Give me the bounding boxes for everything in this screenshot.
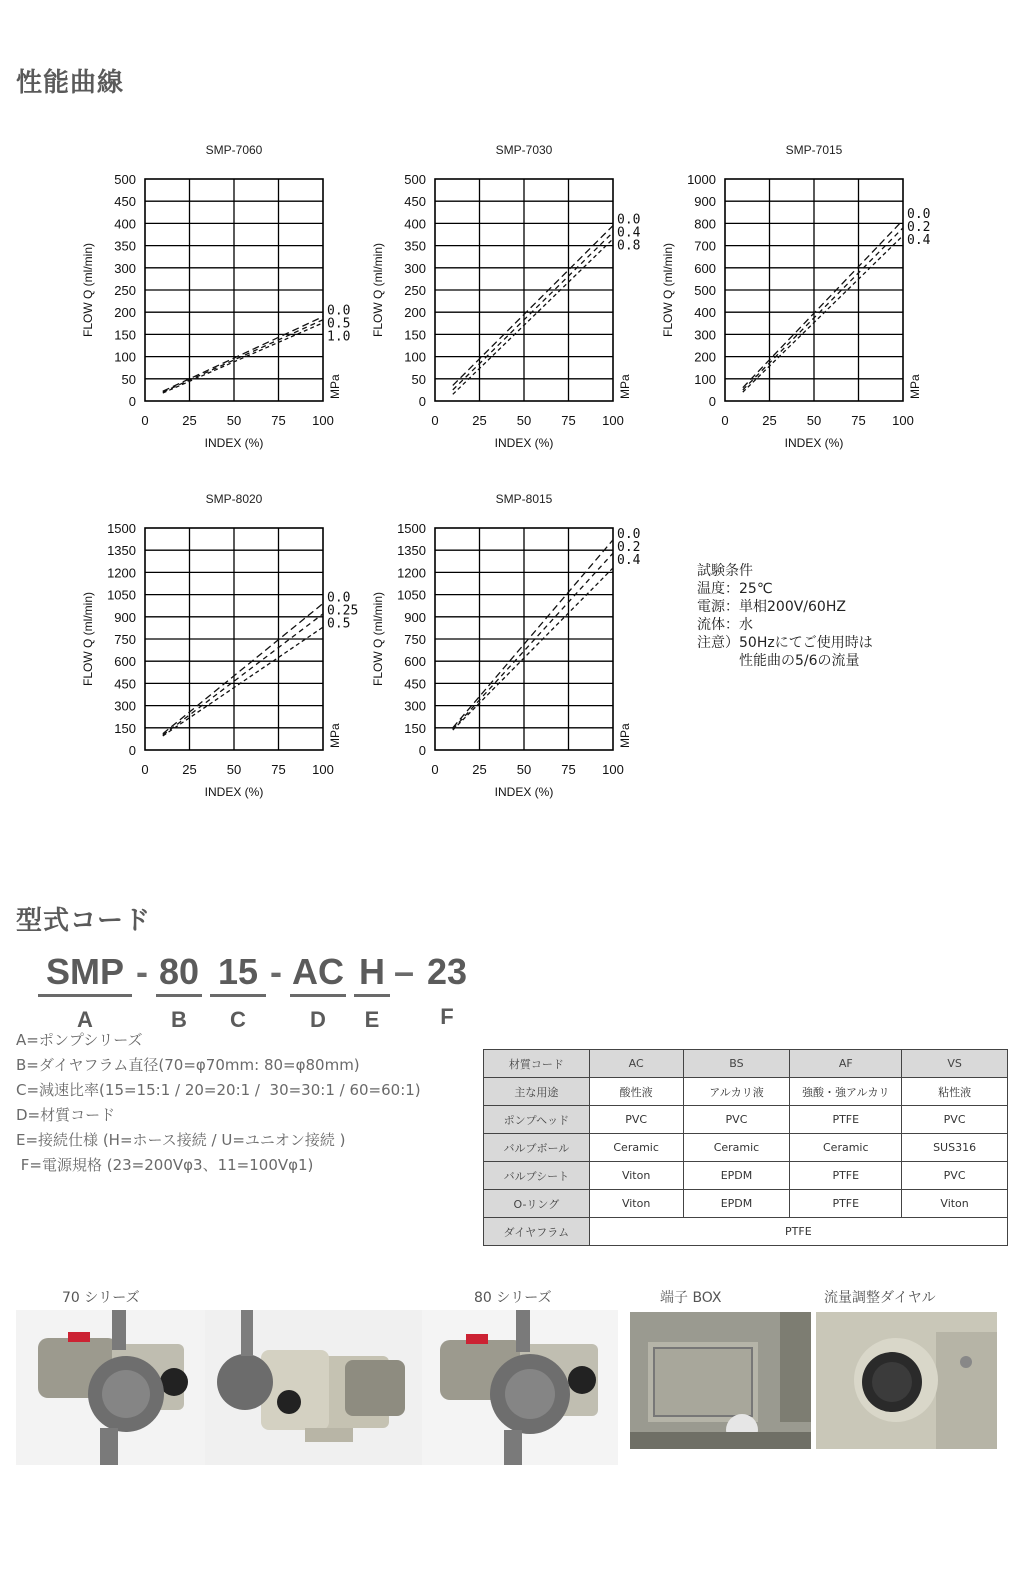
- chart-title: SMP-7060: [205, 143, 263, 157]
- series-label: 1.0: [327, 329, 351, 345]
- table-cell: Ceramic: [589, 1134, 683, 1162]
- table-cell: PVC: [683, 1106, 790, 1134]
- y-tick-label: 750: [114, 632, 136, 647]
- table-cell: O-リング: [484, 1190, 590, 1218]
- test-condition-line: 温度：25℃: [697, 581, 773, 597]
- chart-smp-7060: [75, 140, 365, 460]
- legend-line: F=電源規格 (23=200Vφ3、11=100Vφ1): [16, 1156, 314, 1174]
- test-condition-line: 流体：水: [697, 617, 753, 633]
- code-part-text: 80: [156, 950, 202, 997]
- y-tick-label: 250: [114, 283, 136, 298]
- series-label: 0.0: [907, 207, 931, 223]
- x-tick-label: 75: [271, 413, 286, 428]
- x-tick-label: 0: [721, 413, 729, 428]
- x-tick-label: 100: [602, 762, 624, 777]
- y-tick-label: 450: [114, 194, 136, 210]
- x-tick-label: 50: [226, 413, 242, 428]
- test-condition-line: 電源：単相200V/60HZ: [697, 599, 846, 615]
- unit-label: MPa: [618, 374, 632, 399]
- y-tick-label: 200: [404, 305, 426, 321]
- y-tick-label: 250: [404, 283, 426, 298]
- code-part-letter: F: [440, 1004, 454, 1029]
- legend-line: C=減速比率(15=15:1 / 20=20:1 / 30=30:1 / 60=60:1): [16, 1081, 421, 1099]
- pump-70-front-photo: [16, 1310, 205, 1465]
- legend-line: D=材質コード: [16, 1106, 116, 1124]
- x-tick-label: 25: [182, 762, 197, 777]
- table-cell: PVC: [902, 1162, 1008, 1190]
- y-tick-label: 1000: [687, 172, 716, 187]
- y-axis-label: FLOW Q (ml/min): [371, 243, 385, 337]
- y-axis-label: FLOW Q (ml/min): [81, 592, 95, 686]
- y-tick-label: 200: [694, 349, 716, 365]
- y-tick-label: 1500: [107, 521, 136, 536]
- x-tick-label: 75: [271, 762, 286, 777]
- series-line: [743, 236, 903, 393]
- code-part-c: [210, 950, 266, 1033]
- series-line: [163, 627, 323, 736]
- y-tick-label: 450: [404, 676, 426, 692]
- series-label: 0.4: [617, 552, 641, 568]
- series-label: 0.0: [617, 526, 641, 542]
- test-condition-line: 性能曲の5/6の流量: [697, 653, 860, 669]
- series-label: 0.8: [617, 238, 641, 254]
- legend-line: A=ポンプシリーズ: [16, 1031, 143, 1049]
- code-part-letter: D: [310, 1007, 326, 1032]
- x-tick-label: 50: [806, 413, 822, 428]
- y-tick-label: 300: [114, 260, 136, 276]
- y-tick-label: 0: [418, 743, 426, 758]
- chart-svg: [365, 140, 655, 460]
- code-part-text: 15: [210, 950, 266, 997]
- series-label: 0.2: [907, 220, 931, 236]
- code-part-f: [422, 950, 472, 1030]
- y-tick-label: 450: [114, 676, 136, 692]
- y-tick-label: 300: [694, 327, 716, 343]
- photo-caption: 端子 BOX: [660, 1290, 722, 1306]
- code-part-text: AC: [290, 950, 346, 997]
- chart-svg: [75, 140, 365, 460]
- y-tick-label: 1200: [107, 565, 136, 581]
- code-part-b: [156, 950, 202, 1033]
- series-line: [163, 603, 323, 733]
- table-cell: PTFE: [790, 1190, 902, 1218]
- y-tick-label: 100: [114, 349, 136, 365]
- chart-svg: [75, 489, 365, 809]
- series-line: [163, 320, 323, 392]
- y-tick-label: 150: [404, 327, 426, 343]
- x-tick-label: 0: [431, 413, 439, 428]
- series-line: [453, 239, 613, 394]
- unit-label: MPa: [908, 374, 922, 399]
- series-label: 0.0: [617, 212, 641, 228]
- y-tick-label: 100: [404, 349, 426, 365]
- photo-caption: 80 シリーズ: [474, 1290, 552, 1306]
- series-label: 0.5: [327, 316, 351, 332]
- y-tick-label: 100: [694, 371, 716, 387]
- y-tick-label: 400: [404, 216, 426, 232]
- x-tick-label: 0: [141, 762, 149, 777]
- y-tick-label: 50: [121, 371, 136, 387]
- x-tick-label: 75: [561, 762, 576, 777]
- y-tick-label: 0: [128, 743, 136, 758]
- material-table: [483, 1049, 1008, 1246]
- series-line: [453, 540, 613, 728]
- table-header-row: [484, 1050, 1008, 1078]
- code-part-text: H: [354, 950, 390, 997]
- code-part-letter: B: [171, 1007, 187, 1032]
- code-separator: –: [394, 951, 415, 992]
- unit-label: MPa: [618, 723, 632, 748]
- code-separator: -: [136, 951, 148, 992]
- y-tick-label: 300: [404, 698, 426, 714]
- table-cell: AC: [589, 1050, 683, 1078]
- x-tick-label: 100: [602, 413, 624, 428]
- table-cell: PTFE: [790, 1106, 902, 1134]
- code-part-d: [290, 950, 346, 1033]
- chart-svg: [365, 489, 655, 809]
- y-tick-label: 300: [114, 698, 136, 714]
- table-cell: アルカリ液: [683, 1078, 790, 1106]
- y-tick-label: 150: [114, 720, 136, 736]
- x-axis-label: INDEX (%): [494, 436, 554, 450]
- series-line: [743, 228, 903, 390]
- table-cell: 主な用途: [484, 1078, 590, 1106]
- table-cell: Viton: [902, 1190, 1008, 1218]
- table-cell: バルブボール: [484, 1134, 590, 1162]
- x-tick-label: 25: [182, 413, 197, 428]
- table-cell: PVC: [589, 1106, 683, 1134]
- table-cell: SUS316: [902, 1134, 1008, 1162]
- table-row: [484, 1078, 1008, 1106]
- table-cell: 材質コード: [484, 1050, 590, 1078]
- performance-heading: 性能曲線: [16, 68, 125, 98]
- y-tick-label: 600: [694, 260, 716, 276]
- y-tick-label: 1500: [397, 521, 426, 536]
- table-cell: BS: [683, 1050, 790, 1078]
- series-label: 0.0: [327, 303, 351, 319]
- chart-smp-8015: [365, 489, 655, 809]
- model-code-legend: [16, 1028, 421, 1178]
- x-tick-label: 75: [561, 413, 576, 428]
- series-line: [163, 323, 323, 393]
- y-tick-label: 750: [404, 632, 426, 647]
- code-part-letter: E: [364, 1007, 380, 1032]
- table-cell: PTFE: [790, 1162, 902, 1190]
- chart-title: SMP-8020: [205, 492, 263, 506]
- table-cell: バルブシート: [484, 1162, 590, 1190]
- model-code-breakdown: [38, 950, 498, 1040]
- series-line: [453, 232, 613, 390]
- y-tick-label: 150: [114, 327, 136, 343]
- series-label: 0.4: [907, 233, 931, 249]
- table-cell: Viton: [589, 1162, 683, 1190]
- chart-svg: [655, 140, 945, 460]
- y-tick-label: 600: [114, 654, 136, 670]
- y-tick-label: 50: [411, 371, 426, 387]
- y-tick-label: 1050: [397, 587, 426, 603]
- terminal-box-photo: [630, 1312, 811, 1449]
- table-cell: PVC: [902, 1106, 1008, 1134]
- photo-caption: 70 シリーズ: [62, 1290, 140, 1306]
- test-condition-line: 注意）50Hzにてご使用時は: [697, 635, 873, 651]
- chart-title: SMP-8015: [495, 492, 553, 506]
- y-tick-label: 1050: [107, 587, 136, 603]
- chart-title: SMP-7030: [495, 143, 553, 157]
- chart-smp-8020: [75, 489, 365, 809]
- code-part-e: [354, 950, 390, 1033]
- y-tick-label: 150: [404, 720, 426, 736]
- x-tick-label: 100: [312, 413, 334, 428]
- chart-smp-7030: [365, 140, 655, 460]
- code-separator: -: [270, 951, 282, 992]
- x-tick-label: 0: [431, 762, 439, 777]
- unit-label: MPa: [328, 374, 342, 399]
- table-cell: EPDM: [683, 1190, 790, 1218]
- table-cell: Viton: [589, 1190, 683, 1218]
- x-tick-label: 75: [851, 413, 866, 428]
- code-part-letter: A: [77, 1007, 93, 1032]
- photo-caption: 流量調整ダイヤル: [824, 1290, 936, 1306]
- y-tick-label: 500: [694, 283, 716, 298]
- y-tick-label: 1200: [397, 565, 426, 581]
- y-tick-label: 1350: [107, 543, 136, 559]
- y-tick-label: 0: [418, 394, 426, 409]
- test-conditions-title: 試験条件: [697, 563, 753, 579]
- y-tick-label: 600: [404, 654, 426, 670]
- y-tick-label: 200: [114, 305, 136, 321]
- y-tick-label: 500: [114, 172, 136, 187]
- y-tick-label: 900: [404, 609, 426, 625]
- table-row: [484, 1218, 1008, 1246]
- y-tick-label: 500: [404, 172, 426, 187]
- chart-smp-7015: [655, 140, 945, 460]
- x-tick-label: 25: [472, 762, 487, 777]
- series-line: [453, 553, 613, 729]
- series-line: [163, 317, 323, 392]
- y-axis-label: FLOW Q (ml/min): [81, 243, 95, 337]
- y-tick-label: 350: [404, 238, 426, 254]
- x-tick-label: 0: [141, 413, 149, 428]
- x-tick-label: 100: [312, 762, 334, 777]
- series-line: [163, 614, 323, 735]
- table-cell: Ceramic: [683, 1134, 790, 1162]
- x-tick-label: 50: [516, 762, 532, 777]
- code-part-text: 23: [426, 951, 468, 992]
- series-label: 0.2: [617, 539, 641, 555]
- table-cell: VS: [902, 1050, 1008, 1078]
- series-label: 0.4: [617, 225, 641, 241]
- table-cell: Ceramic: [790, 1134, 902, 1162]
- x-axis-label: INDEX (%): [204, 785, 264, 799]
- y-tick-label: 400: [114, 216, 136, 232]
- table-row: [484, 1106, 1008, 1134]
- y-tick-label: 0: [128, 394, 136, 409]
- y-tick-label: 800: [694, 216, 716, 232]
- y-tick-label: 0: [708, 394, 716, 409]
- y-tick-label: 350: [114, 238, 136, 254]
- table-cell: 強酸・強アルカリ: [790, 1078, 902, 1106]
- code-part-text: SMP: [38, 950, 132, 997]
- table-cell: EPDM: [683, 1162, 790, 1190]
- legend-line: E=接続仕様 (H=ホース接続 / U=ユニオン接続 ): [16, 1131, 346, 1149]
- x-tick-label: 50: [516, 413, 532, 428]
- table-row: [484, 1190, 1008, 1218]
- series-label: 0.25: [327, 603, 359, 619]
- table-cell: ポンプヘッド: [484, 1106, 590, 1134]
- y-tick-label: 450: [404, 194, 426, 210]
- y-axis-label: FLOW Q (ml/min): [371, 592, 385, 686]
- code-part-a: [38, 950, 132, 1033]
- series-label: 0.5: [327, 616, 351, 632]
- x-axis-label: INDEX (%): [204, 436, 264, 450]
- series-label: 0.0: [327, 590, 351, 606]
- table-row: [484, 1162, 1008, 1190]
- pump-70-side-photo: [205, 1310, 422, 1465]
- model-code-heading: 型式コード: [16, 906, 152, 936]
- series-line: [453, 226, 613, 386]
- table-cell: PTFE: [589, 1218, 1007, 1246]
- table-row: [484, 1134, 1008, 1162]
- x-tick-label: 25: [472, 413, 487, 428]
- legend-line: B=ダイヤフラム直径(70=φ70mm: 80=φ80mm): [16, 1056, 360, 1074]
- chart-title: SMP-7015: [785, 143, 843, 157]
- table-cell: AF: [790, 1050, 902, 1078]
- flow-dial-photo: [816, 1312, 997, 1449]
- test-conditions: [697, 562, 873, 670]
- y-tick-label: 1350: [397, 543, 426, 559]
- x-axis-label: INDEX (%): [784, 436, 844, 450]
- y-tick-label: 400: [694, 305, 716, 321]
- y-tick-label: 300: [404, 260, 426, 276]
- y-tick-label: 700: [694, 238, 716, 254]
- table-cell: ダイヤフラム: [484, 1218, 590, 1246]
- y-tick-label: 900: [114, 609, 136, 625]
- table-cell: 粘性液: [902, 1078, 1008, 1106]
- x-tick-label: 25: [762, 413, 777, 428]
- y-axis-label: FLOW Q (ml/min): [661, 243, 675, 337]
- table-cell: 酸性液: [589, 1078, 683, 1106]
- x-tick-label: 50: [226, 762, 242, 777]
- code-part-letter: C: [230, 1007, 246, 1032]
- pump-80-photo: [422, 1310, 618, 1465]
- unit-label: MPa: [328, 723, 342, 748]
- x-axis-label: INDEX (%): [494, 785, 554, 799]
- x-tick-label: 100: [892, 413, 914, 428]
- y-tick-label: 900: [694, 194, 716, 210]
